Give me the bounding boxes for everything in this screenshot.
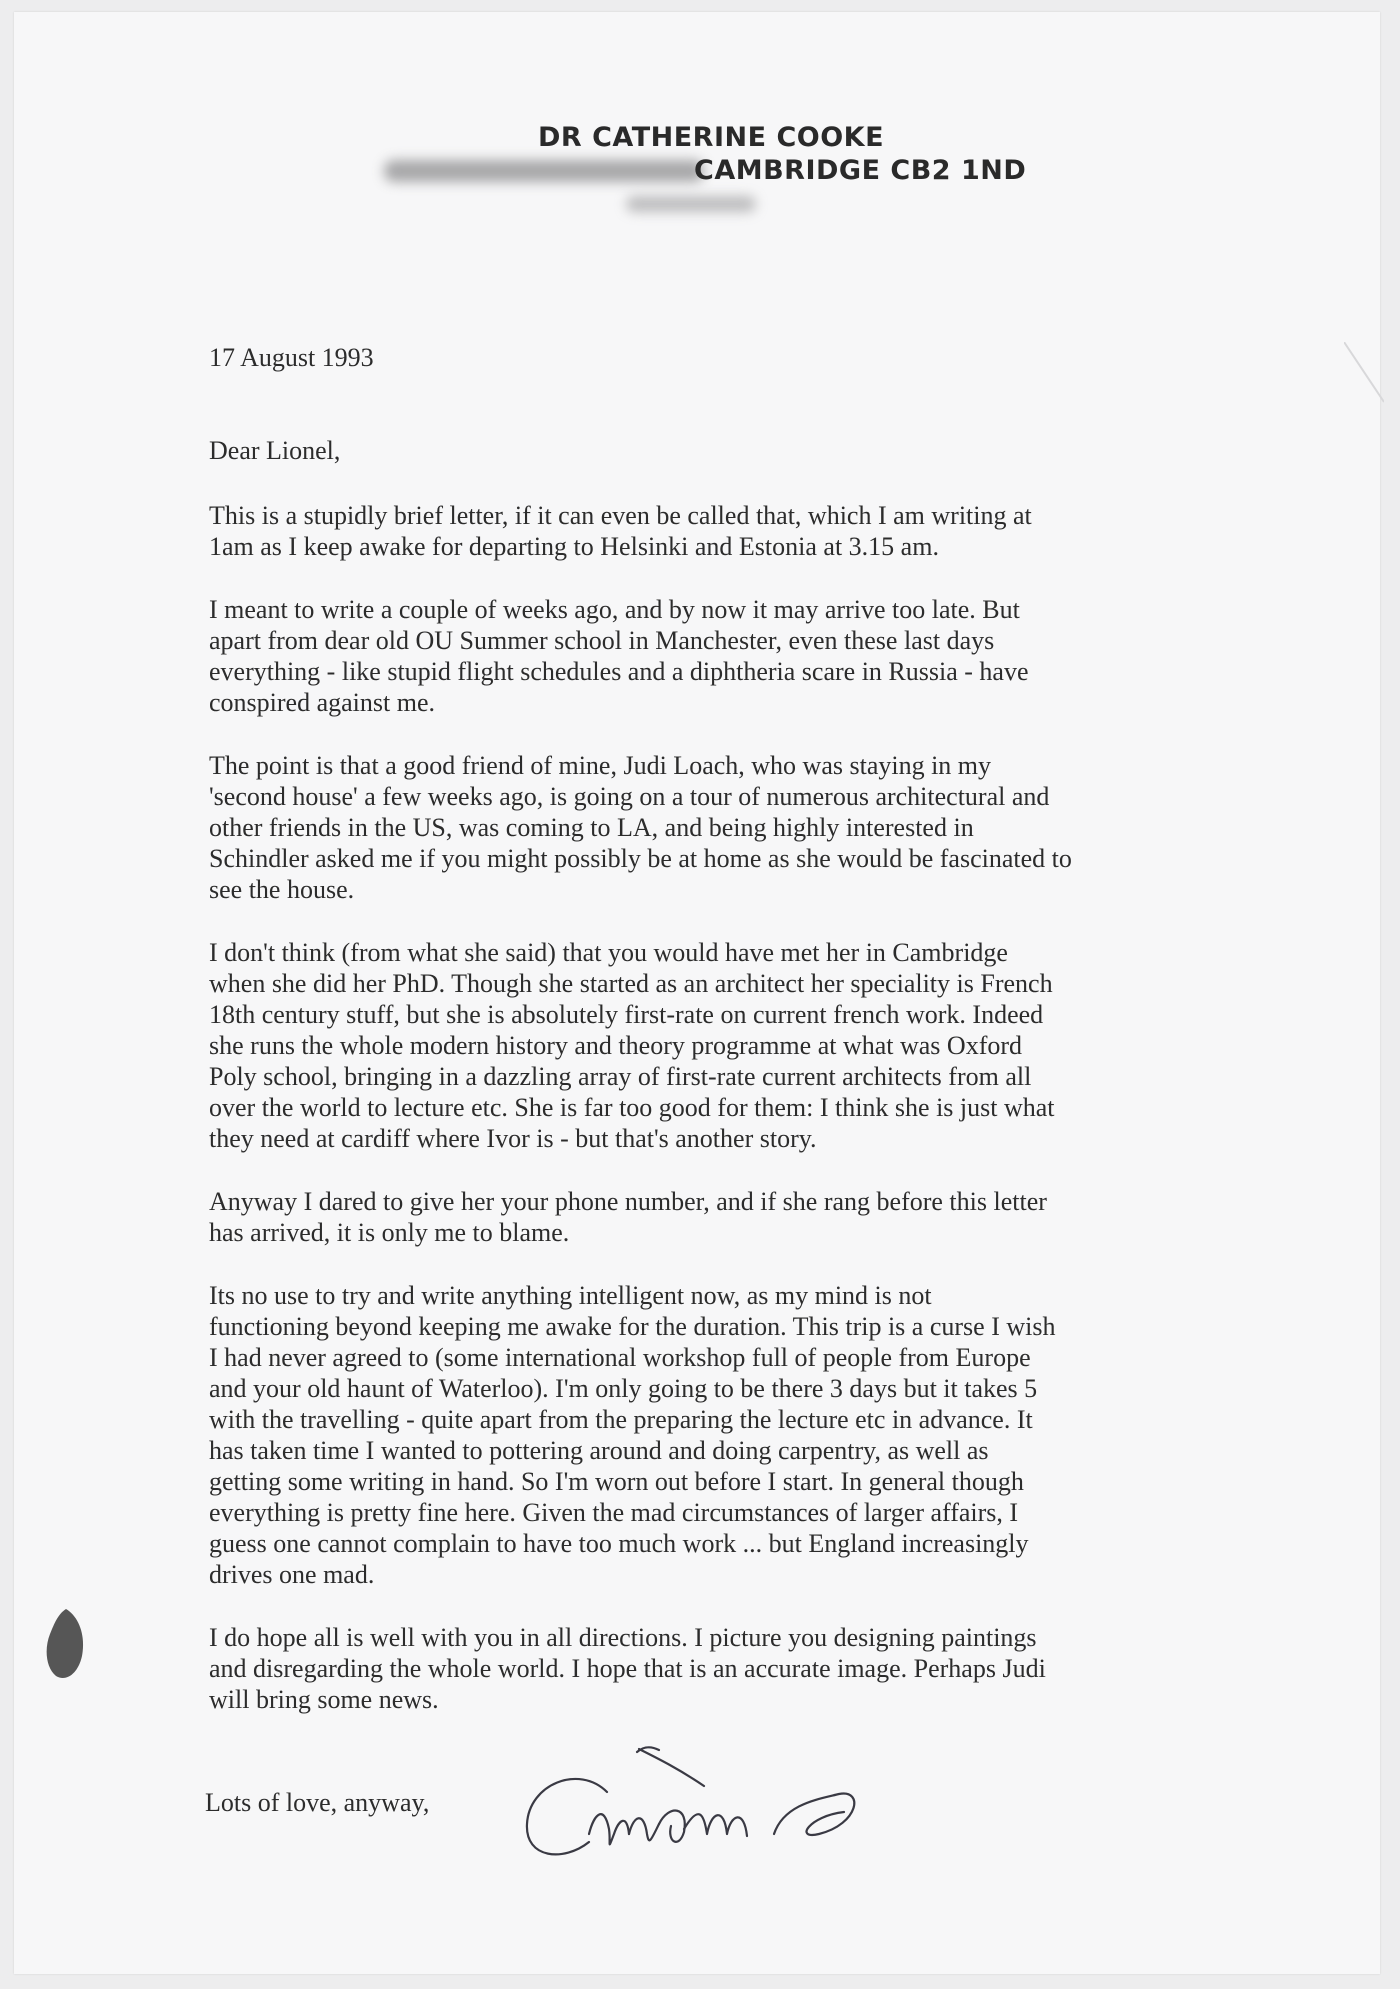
paragraph-line: they need at cardiff where Ivor is - but that's another story. bbox=[209, 1124, 817, 1153]
paragraph-line: Schindler asked me if you might possibly be at home as she would be fascinated to bbox=[209, 844, 1072, 873]
letter-paragraph bbox=[209, 1186, 1249, 1248]
paragraph-line: The point is that a good friend of mine, Judi Loach, who was staying in my bbox=[209, 751, 992, 780]
letter-paragraph bbox=[209, 750, 1249, 905]
paragraph-line: everything is pretty fine here. Given the mad circumstances of larger affairs, I bbox=[209, 1498, 1019, 1527]
letter-closing: Lots of love, anyway, bbox=[205, 1788, 430, 1817]
paragraph-line: Anyway I dared to give her your phone number, and if she rang before this letter bbox=[209, 1187, 1047, 1216]
letter-salutation: Dear Lionel, bbox=[209, 436, 341, 465]
paragraph-line: I don't think (from what she said) that you would have met her in Cambridge bbox=[209, 938, 1008, 967]
letter-paragraph bbox=[209, 594, 1249, 718]
letterhead-city: CAMBRIDGE CB2 1ND bbox=[694, 155, 1027, 186]
letter-paragraph bbox=[209, 937, 1249, 1154]
paragraph-line: This is a stupidly brief letter, if it can even be called that, which I am writing at bbox=[209, 501, 1032, 530]
letterhead-name: DR CATHERINE COOKE bbox=[538, 122, 885, 153]
redacted-address-line-2 bbox=[626, 196, 756, 212]
letter-paragraph bbox=[209, 1622, 1249, 1715]
letter-date: 17 August 1993 bbox=[209, 343, 374, 372]
paragraph-line: drives one mad. bbox=[209, 1560, 375, 1589]
paragraph-line: has taken time I wanted to pottering around and doing carpentry, as well as bbox=[209, 1436, 989, 1465]
paragraph-line: other friends in the US, was coming to LA, and being highly interested in bbox=[209, 813, 974, 842]
paragraph-line: getting some writing in hand. So I'm worn out before I start. In general though bbox=[209, 1467, 1024, 1496]
letter-paragraphs bbox=[209, 500, 1249, 1715]
paragraph-line: see the house. bbox=[209, 875, 355, 904]
paragraph-line: guess one cannot complain to have too much work ... but England increasingly bbox=[209, 1529, 1029, 1558]
paper-fold-mark bbox=[1344, 342, 1384, 422]
paragraph-line: she runs the whole modern history and theory programme at what was Oxford bbox=[209, 1031, 1023, 1060]
paragraph-line: everything - like stupid flight schedules and a diphtheria scare in Russia - have bbox=[209, 657, 1029, 686]
letter-body bbox=[209, 342, 1249, 1747]
paragraph-line: 18th century stuff, but she is absolutely first-rate on current french work. Indeed bbox=[209, 1000, 1044, 1029]
paragraph-line: I had never agreed to (some international workshop full of people from Europe bbox=[209, 1343, 1031, 1372]
paragraph-line: when she did her PhD. Though she started as an architect her speciality is French bbox=[209, 969, 1053, 998]
paragraph-line: with the travelling - quite apart from the preparing the lecture etc in advance. It bbox=[209, 1405, 1033, 1434]
letter-page bbox=[14, 12, 1380, 1974]
paragraph-line: over the world to lecture etc. She is far too good for them: I think she is just what bbox=[209, 1093, 1055, 1122]
paragraph-line: 1am as I keep awake for departing to Helsinki and Estonia at 3.15 am. bbox=[209, 532, 939, 561]
paragraph-line: 'second house' a few weeks ago, is going on a tour of numerous architectural and bbox=[209, 782, 1050, 811]
paragraph-line: conspired against me. bbox=[209, 688, 435, 717]
paragraph-line: apart from dear old OU Summer school in Manchester, even these last days bbox=[209, 626, 995, 655]
paragraph-line: has arrived, it is only me to blame. bbox=[209, 1218, 570, 1247]
letter-paragraph bbox=[209, 1280, 1249, 1590]
paragraph-line: Its no use to try and write anything intelligent now, as my mind is not bbox=[209, 1281, 932, 1310]
redacted-address-line bbox=[384, 160, 704, 182]
paragraph-line: and disregarding the whole world. I hope that is an accurate image. Perhaps Judi bbox=[209, 1654, 1046, 1683]
paragraph-line: I meant to write a couple of weeks ago, and by now it may arrive too late. But bbox=[209, 595, 1020, 624]
ink-smudge bbox=[36, 1604, 96, 1684]
paragraph-line: functioning beyond keeping me awake for the duration. This trip is a curse I wish bbox=[209, 1312, 1056, 1341]
letter-paragraph bbox=[209, 500, 1249, 562]
paragraph-line: will bring some news. bbox=[209, 1685, 439, 1714]
paragraph-line: and your old haunt of Waterloo). I'm only going to be there 3 days but it takes 5 bbox=[209, 1374, 1038, 1403]
paragraph-line: I do hope all is well with you in all directions. I picture you designing paintings bbox=[209, 1623, 1037, 1652]
handwritten-signature bbox=[519, 1734, 979, 1874]
paragraph-line: Poly school, bringing in a dazzling array of first-rate current architects from all bbox=[209, 1062, 1032, 1091]
